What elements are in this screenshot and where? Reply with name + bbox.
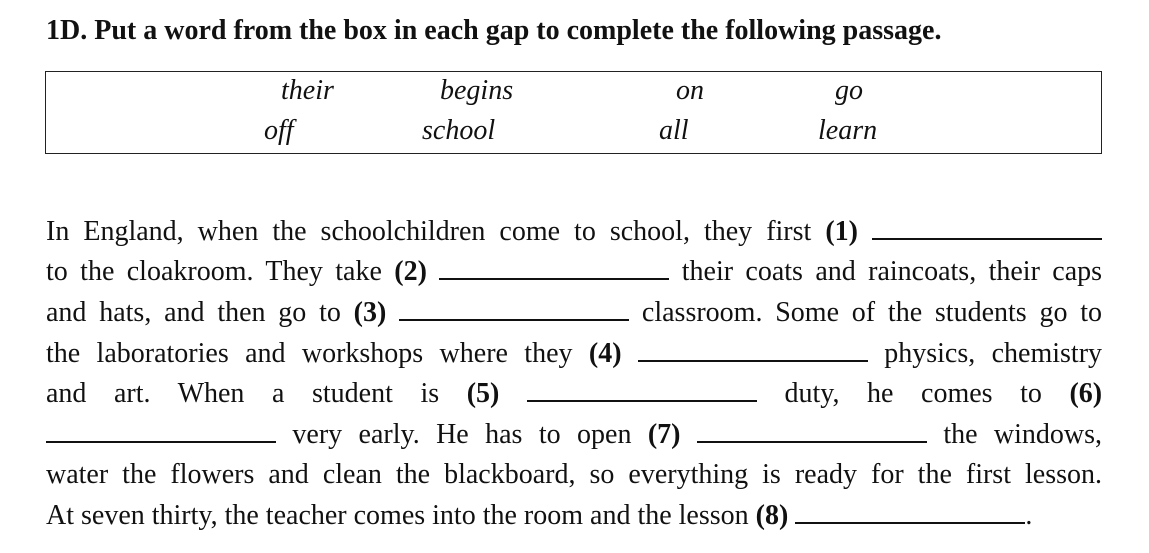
word-box-item: go (835, 75, 863, 106)
word-box-item: their (281, 75, 334, 106)
passage-text: very early. He has to open (292, 419, 632, 450)
answer-gap-3[interactable] (399, 301, 629, 321)
gap-number-2: (2) (394, 256, 427, 287)
word-box (45, 71, 1102, 154)
word-box-item: school (422, 115, 496, 146)
passage-text: the laboratories and workshops where they (46, 338, 573, 369)
passage-word: duty, (784, 378, 840, 409)
passage-text: classroom. Some of the students go to (641, 297, 1103, 328)
passage-word: When (177, 378, 245, 409)
passage-line-8 (46, 498, 1102, 534)
passage-line-7 (46, 457, 1102, 493)
passage-word: to (1020, 378, 1042, 409)
answer-gap-8[interactable] (795, 504, 1025, 524)
gap-number-5: (5) (466, 378, 500, 409)
passage-line-3 (46, 295, 1102, 331)
passage-line-5 (46, 376, 1102, 412)
answer-gap-7[interactable] (697, 423, 927, 443)
passage-text: In England, when the schoolchildren come to school, they first (46, 216, 812, 247)
passage-text: At seven thirty, the teacher comes into the room and the lesson (46, 500, 749, 531)
word-box-item: all (659, 115, 689, 146)
gap-number-4: (4) (588, 338, 622, 369)
answer-gap-6[interactable] (46, 423, 276, 443)
passage-word: art. (114, 378, 151, 409)
passage-text: water the flowers and clean the blackboard, so everything is ready for the first lesson. (46, 459, 1102, 490)
gap-number-6: (6) (1069, 378, 1103, 409)
word-box-item: learn (818, 115, 878, 146)
gap-number-8: (8) (755, 500, 789, 531)
passage-word: he (867, 378, 894, 409)
passage-line-4 (46, 336, 1102, 372)
word-box-item: on (676, 75, 704, 106)
gap-number-1: (1) (825, 216, 858, 247)
passage-text: to the cloakroom. They take (46, 256, 382, 287)
passage-line-6 (46, 417, 1102, 453)
passage-word: and (46, 378, 87, 409)
passage-text: and hats, and then go to (46, 297, 341, 328)
answer-gap-5[interactable] (527, 382, 757, 402)
exercise-title: 1D. Put a word from the box in each gap to complete the following passage. (46, 15, 942, 46)
passage-word: is (420, 378, 440, 409)
passage-text: physics, chemistry (884, 338, 1103, 369)
passage-word: comes (921, 378, 993, 409)
gap-number-3: (3) (353, 297, 387, 328)
passage-word: a (272, 378, 285, 409)
answer-gap-4[interactable] (638, 342, 868, 362)
passage-line-2 (46, 254, 1102, 290)
word-box-item: begins (440, 75, 514, 106)
passage-text: . (1025, 500, 1033, 531)
passage-line-1 (46, 214, 1102, 250)
passage-text: the windows, (943, 419, 1103, 450)
gap-number-7: (7) (647, 419, 681, 450)
passage-word: student (312, 378, 393, 409)
answer-gap-2[interactable] (439, 260, 669, 280)
word-box-item: off (264, 115, 294, 146)
passage-text: their coats and raincoats, their caps (681, 256, 1103, 287)
answer-gap-1[interactable] (872, 220, 1102, 240)
